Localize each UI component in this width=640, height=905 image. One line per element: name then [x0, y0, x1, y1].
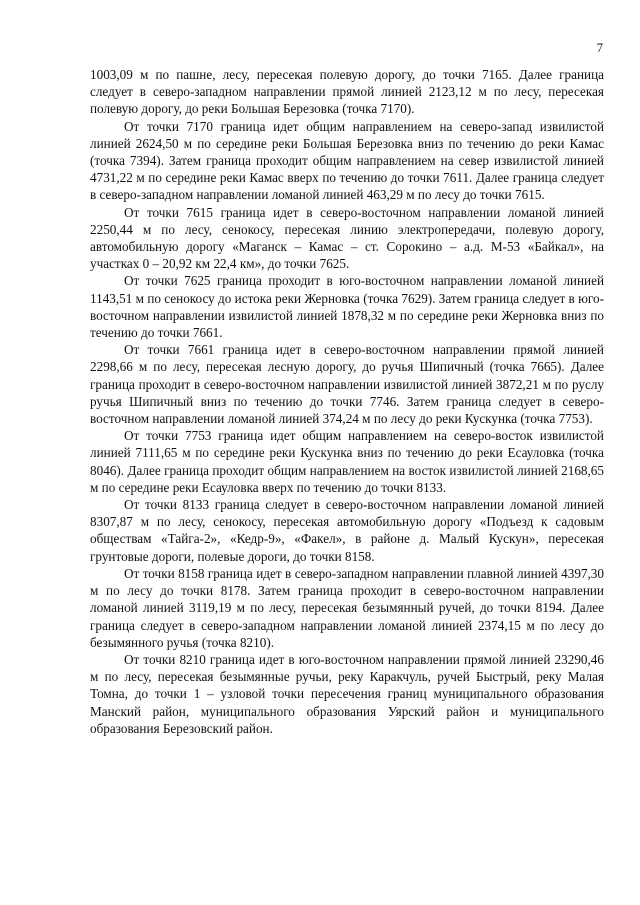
paragraph-continuation: 1003,09 м по пашне, лесу, пересекая полевую дорогу, до точки 7165. Далее граница следует в северо-западном направлении прямой линией 2123,12 м по лесу, пересекая полевую дорогу, до реки Большая Березовка (точка 7170).	[90, 67, 604, 117]
paragraph-point-7170: От точки 7170 граница идет общим направлением на северо-запад извилистой линией 2624,50 м по середине реки Большая Березовка вниз по течению до реки Камас (точка 7394). Затем граница проходит общим направлением на север извилистой линией 4731,22 м по середине реки Камас вверх по течению до точки 7611. Далее граница следует в северо-западном направлении ломаной линией 463,29 м по лесу до точки 7615.	[90, 118, 604, 203]
document-body	[90, 66, 604, 737]
page-number: 7	[596, 41, 603, 55]
paragraph-point-8210: От точки 8210 граница идет в юго-восточном направлении прямой линией 23290,46 м по лесу, пересекая безымянные ручьи, реку Каракчуль, ручей Быстрый, реку Малая Томна, до точки 1 – узловой точки пересечения границ муниципального образования Манский район, муниципального образования Уярский район и муниципального образования Березовский район.	[90, 651, 604, 736]
paragraph-point-7753: От точки 7753 граница идет общим направлением на северо-восток извилистой линией 7111,65 м по середине реки Кускунка вниз по течению до реки Есауловка (точка 8046). Далее граница проходит общим направлением на восток извилистой линией 2168,65 м по середине реки Есауловка вверх по течению до точки 8133.	[90, 428, 604, 495]
paragraph-point-7615: От точки 7615 граница идет в северо-восточном направлении ломаной линией 2250,44 м по лесу, сенокосу, пересекая линию электропередачи, полевую дорогу, автомобильную дорогу «Маганск – Камас – ст. Сорокино – а.д. М-53 «Байкал», на участках 0 – 20,92 км 22,4 км», до точки 7625.	[90, 204, 604, 272]
paragraph-point-8133: От точки 8133 граница следует в северо-восточном направлении ломаной линией 8307,87 м по лесу, сенокосу, пересекая автомобильную дорогу «Подъезд к садовым обществам «Тайга-2», «Кедр-9», «Факел», в районе д. Малый Кускун», пересекая грунтовые дороги, полевые дороги, до точки 8158.	[90, 497, 604, 564]
paragraph-point-7625: От точки 7625 граница проходит в юго-восточном направлении ломаной линией 1143,51 м по сенокосу до истока реки Жерновка (точка 7629). Затем граница следует в юго-восточном направлении извилистой линией 1878,32 м по середине реки Жерновка вниз по течению до точки 7661.	[90, 273, 604, 341]
paragraph-point-7661: От точки 7661 граница идет в северо-восточном направлении прямой линией 2298,66 м по лесу, пересекая лесную дорогу, до ручья Шипичный (точка 7665). Далее граница проходит в северо-восточном направлении извилистой линией 3872,21 м по руслу ручья Шипичный вниз по течению до точки 7746. Затем граница следует в северо-восточном направлении ломаной линией 374,24 м по лесу до реки Кускунка (точка 7753).	[90, 342, 604, 427]
paragraph-point-8158: От точки 8158 граница идет в северо-западном направлении плавной линией 4397,30 м по лесу до точки 8178. Затем граница проходит в северо-восточном направлении ломаной линией 3119,19 м по лесу, пересекая безымянный ручей, до точки 8194. Далее граница следует в северо-западном направлении ломаной линией 2374,15 м по лесу до безымянного ручья (точка 8210).	[90, 565, 604, 650]
